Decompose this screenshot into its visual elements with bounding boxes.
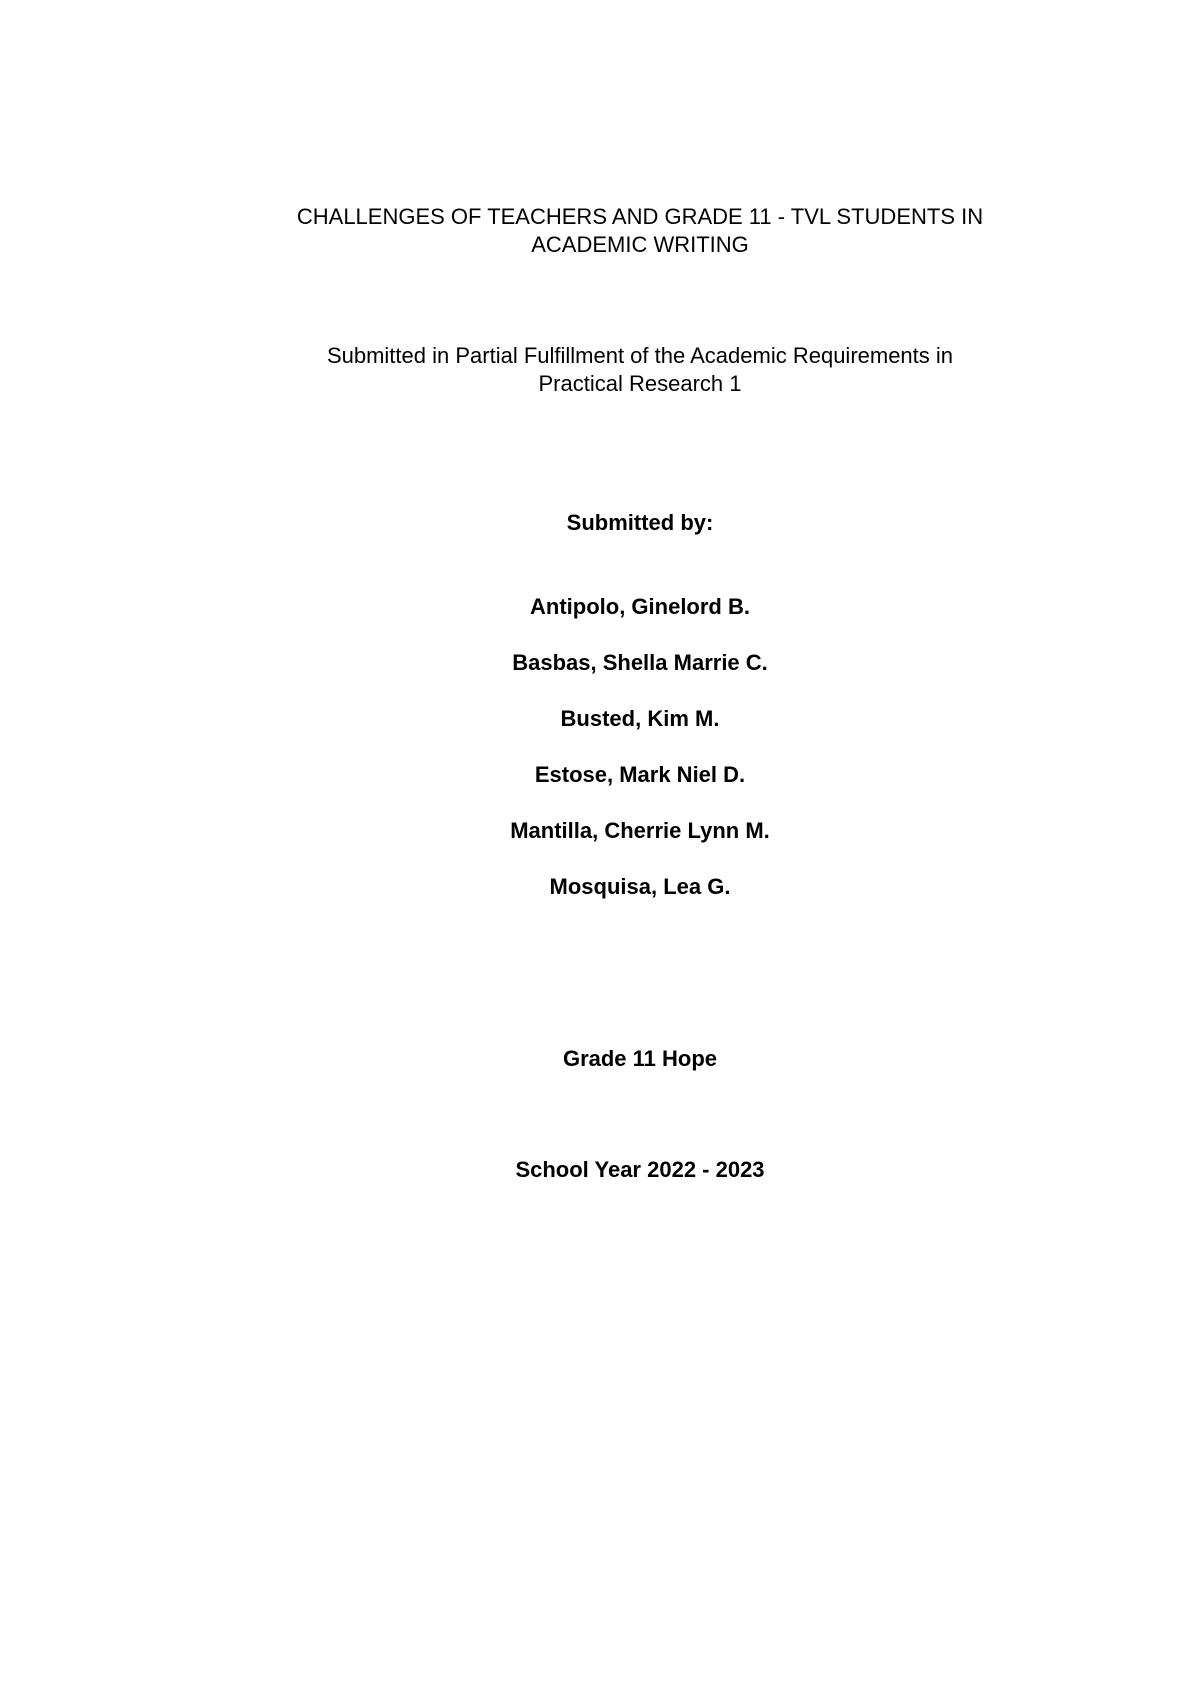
title-line-1: CHALLENGES OF TEACHERS AND GRADE 11 - TVL STUDENTS IN [296,204,984,229]
author-name: Estose, Mark Niel D. [534,762,746,787]
submission-line-2: Practical Research 1 [538,371,742,396]
school-year: School Year 2022 - 2023 [515,1157,765,1182]
submission-line-1: Submitted in Partial Fulfillment of the Academic Requirements in [326,343,954,368]
author-name: Mantilla, Cherrie Lynn M. [510,818,770,843]
submitted-by-label: Submitted by: [566,510,714,535]
submission-statement [250,342,1030,398]
author-list [250,593,1030,929]
author-name: Basbas, Shella Marrie C. [512,650,768,675]
document-title [250,203,1030,259]
author-name: Antipolo, Ginelord B. [530,594,750,619]
title-line-2: ACADEMIC WRITING [531,232,749,257]
author-name: Mosquisa, Lea G. [549,874,731,899]
author-name: Busted, Kim M. [560,706,720,731]
grade-section: Grade 11 Hope [562,1046,718,1071]
